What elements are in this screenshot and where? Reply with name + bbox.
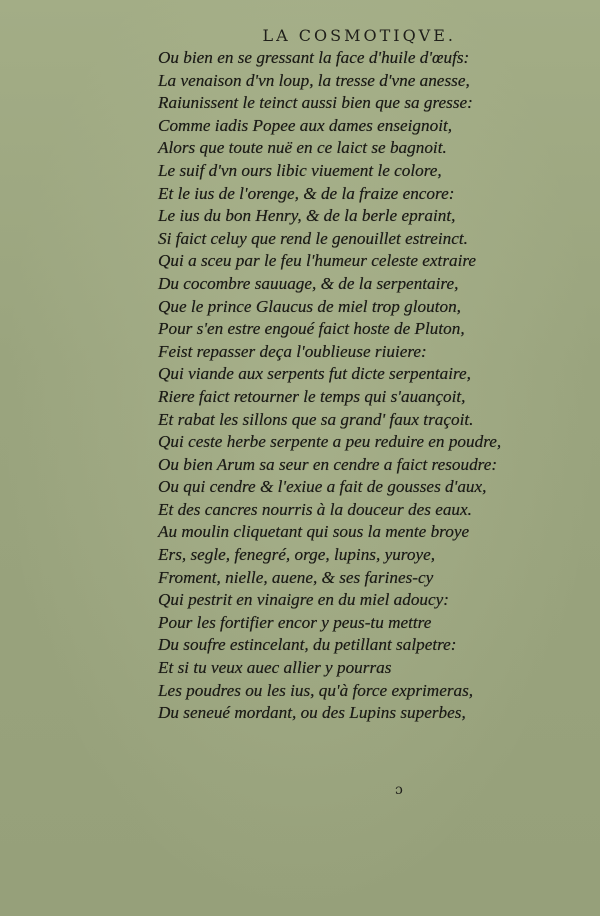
verse-line: Ou bien en se gressant la face d'huile d'œufs: <box>158 48 470 67</box>
verse-line: Qui a sceu par le feu l'humeur celeste extraire <box>158 251 477 271</box>
verse-line: Et rabat les sillons que sa grand' faux traçoit. <box>158 409 474 429</box>
verse-line: Que le prince Glaucus de miel trop glouton, <box>158 296 461 316</box>
verse-line: Froment, nielle, auene, & ses farines-cy <box>158 567 434 587</box>
verse-line: Alors que toute nuë en ce laict se bagnoit. <box>158 138 447 158</box>
verse-line: Riere faict retourner le temps qui s'auançoit, <box>158 386 466 406</box>
verse-line: Qui viande aux serpents fut dicte serpentaire, <box>158 364 471 384</box>
verse-line: Et des cancres nourris à la douceur des eaux. <box>158 499 472 519</box>
verse-line: Au moulin cliquetant qui sous la mente broye <box>158 522 470 542</box>
verse-line: Ou bien Arum sa seur en cendre a faict resoudre: <box>158 454 498 474</box>
verse-line: Et si tu veux auec allier y pourras <box>158 658 392 678</box>
signature-mark: ɔ <box>395 782 403 798</box>
verse-line: Qui ceste herbe serpente a peu reduire en poudre, <box>158 432 502 452</box>
verse-line: Pour s'en estre engoué faict hoste de Pluton, <box>158 319 465 339</box>
verse-line: Le ius du bon Henry, & de la berle epraint, <box>158 206 456 226</box>
verse-line: Feist repasser deça l'oublieuse riuiere: <box>158 341 427 361</box>
verse-line: Ou qui cendre & l'exiue a fait de gousses d'aux, <box>158 477 487 497</box>
verse-line: Ers, segle, fenegré, orge, lupins, yuroye, <box>158 545 436 565</box>
verse-line: Qui pestrit en vinaigre en du miel adoucy: <box>158 590 450 610</box>
verse-line: Du cocombre sauuage, & de la serpentaire, <box>158 273 459 293</box>
verse-line: Comme iadis Popee aux dames enseignoit, <box>158 115 453 135</box>
verse-line: Du soufre estincelant, du petillant salpetre: <box>158 635 457 655</box>
verse-line: Pour les fortifier encor y peus-tu mettre <box>158 612 432 632</box>
verse-line: La venaison d'vn loup, la tresse d'vne anesse, <box>158 70 470 90</box>
poem-text <box>158 47 578 725</box>
running-head: LA COSMOTIQVE. <box>262 26 456 45</box>
verse-line: Et le ius de l'orenge, & de la fraize encore: <box>158 183 455 203</box>
verse-line: Le suif d'vn ours libic viuement le colore, <box>158 160 442 180</box>
verse-line: Raiunissent le teinct aussi bien que sa gresse: <box>158 93 473 113</box>
verse-line: Les poudres ou les ius, qu'à force exprimeras, <box>158 680 474 700</box>
verse-line: Du seneué mordant, ou des Lupins superbes, <box>158 703 466 723</box>
verse-line: Si faict celuy que rend le genouillet estreinct. <box>158 228 468 248</box>
